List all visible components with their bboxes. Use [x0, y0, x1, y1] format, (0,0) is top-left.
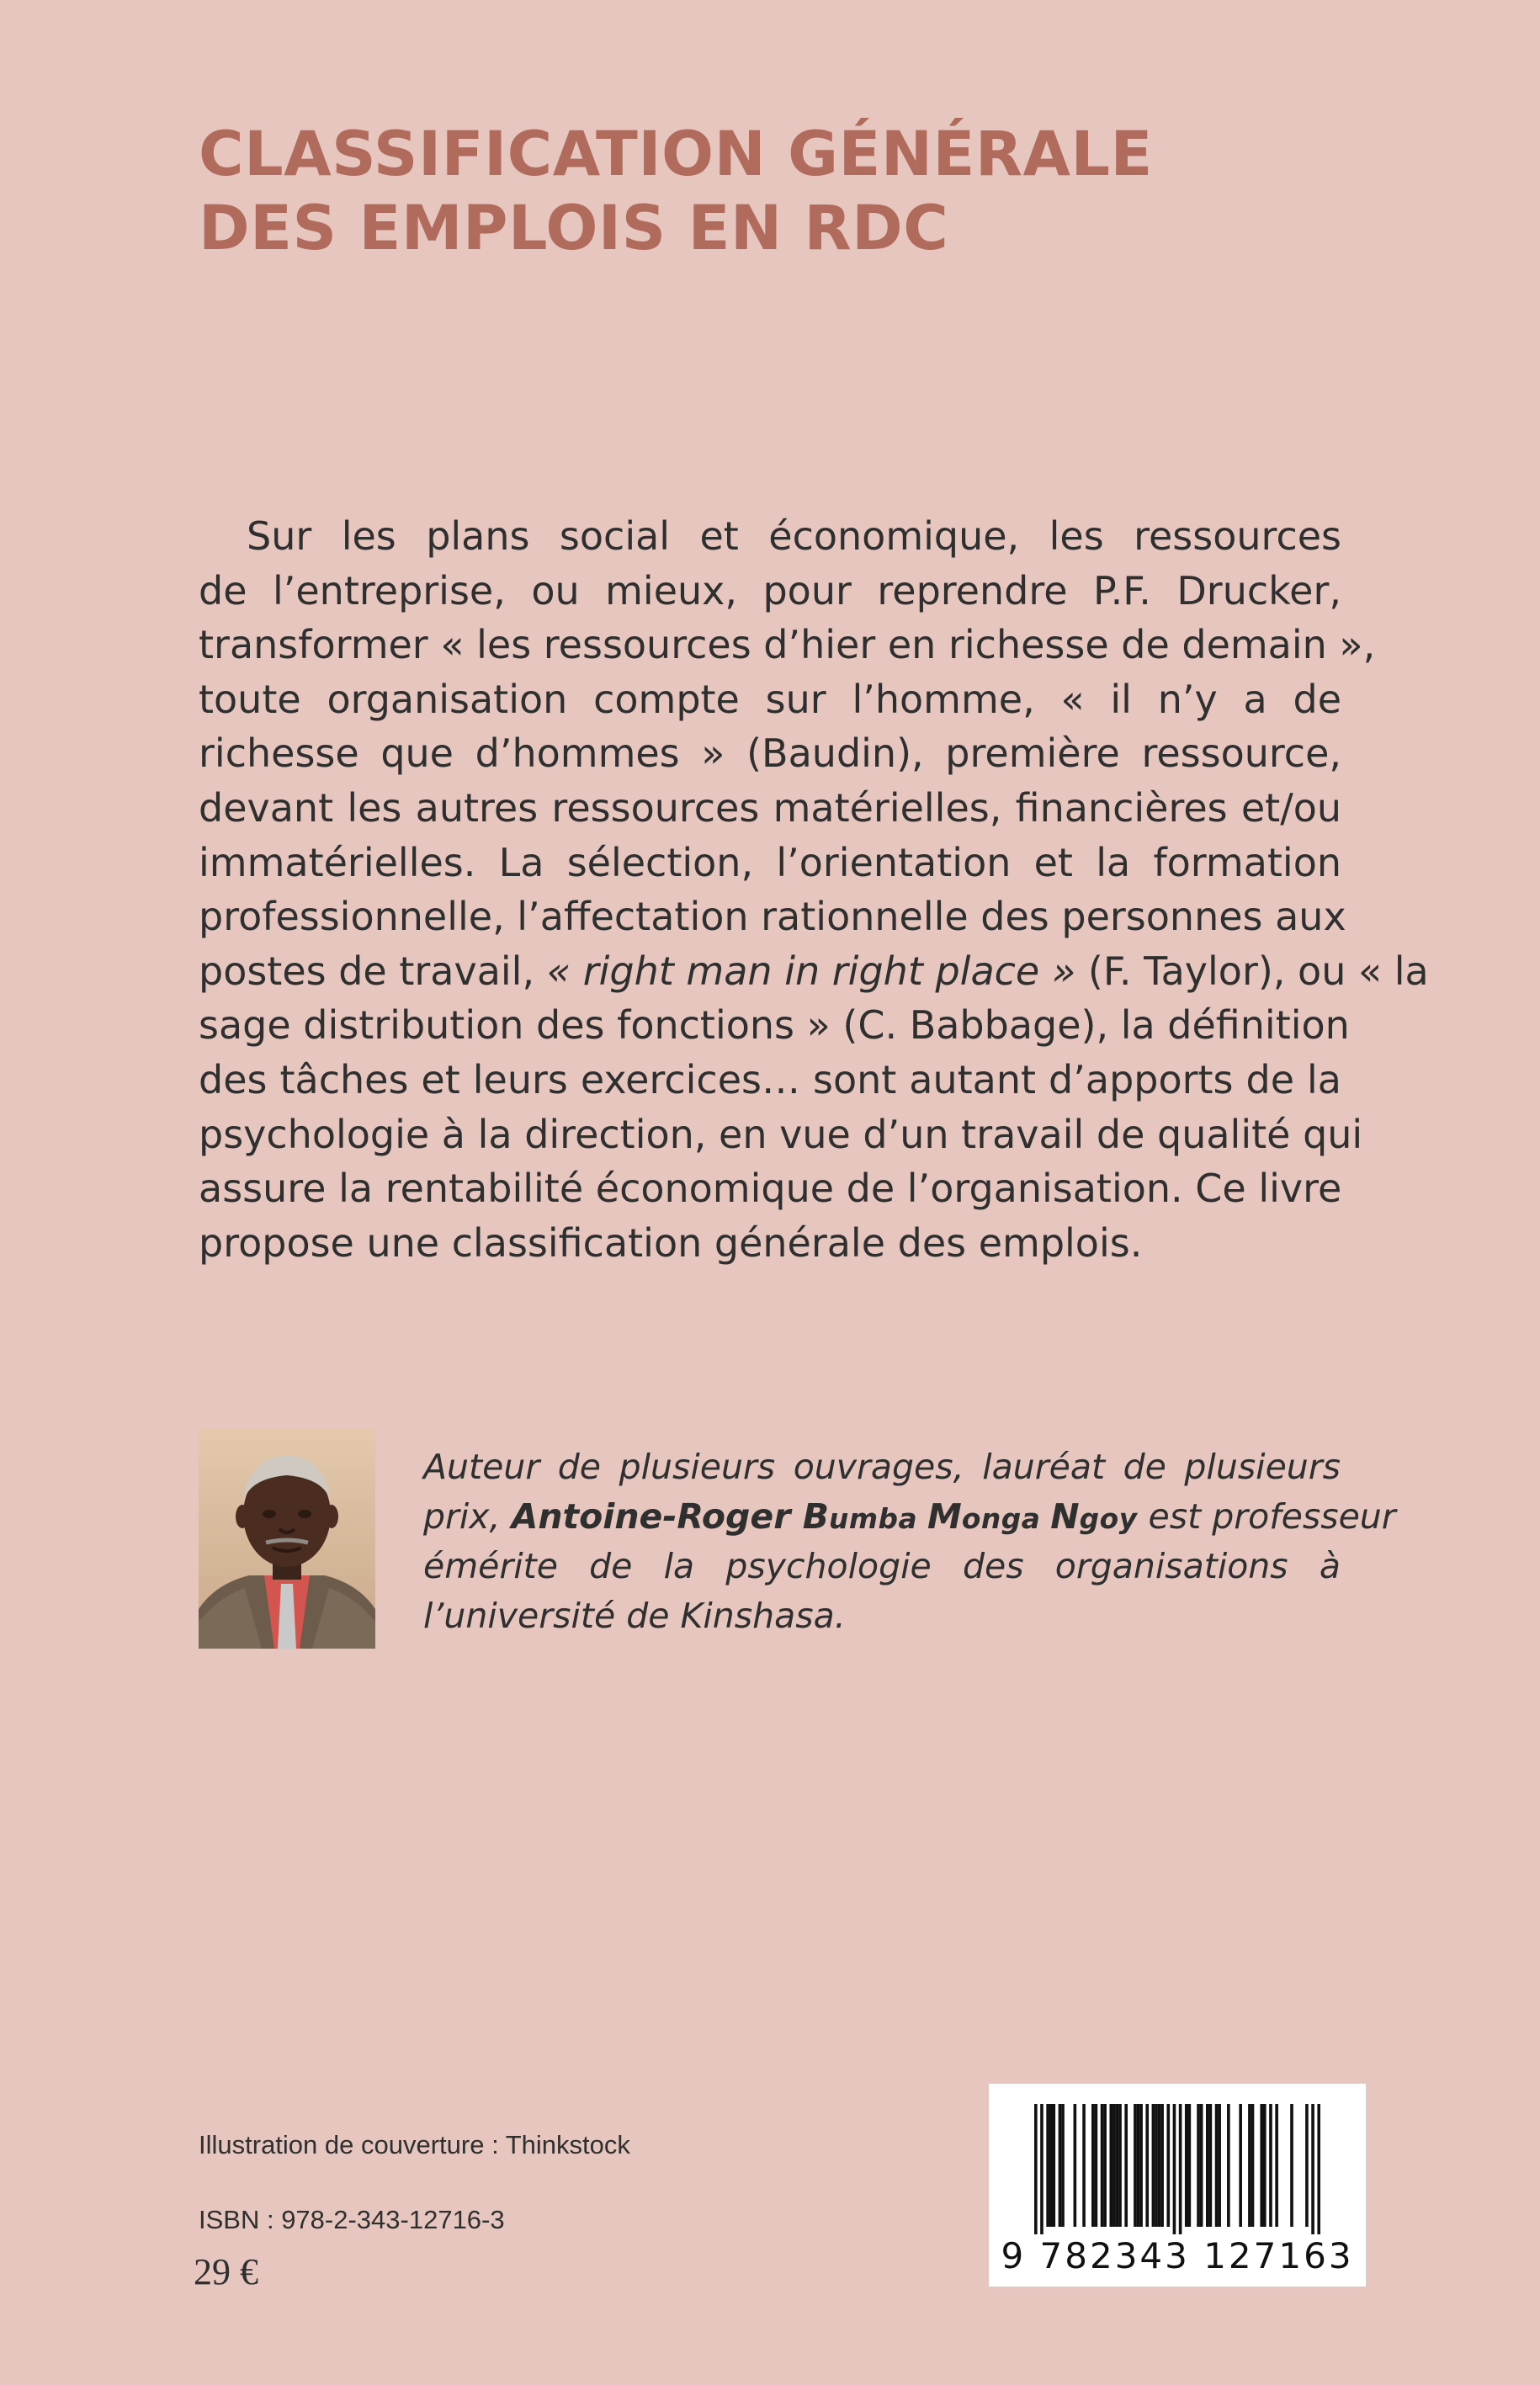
barcode-bar — [1095, 2104, 1098, 2227]
summary-text: postes de travail, — [199, 948, 547, 994]
author-first-name: Antoine-Roger — [511, 1496, 803, 1537]
author-name-part: onga — [961, 1503, 1051, 1535]
barcode-bar — [1134, 2104, 1137, 2227]
barcode-bar — [1248, 2104, 1251, 2227]
bio-text: est professeur — [1137, 1496, 1396, 1537]
barcode-bar — [1173, 2104, 1176, 2234]
barcode-bar — [1275, 2104, 1278, 2227]
author-name-part: goy — [1079, 1503, 1138, 1535]
barcode-bar — [1118, 2104, 1122, 2227]
barcode-bar — [1103, 2104, 1107, 2227]
barcode-bar — [1082, 2104, 1086, 2227]
summary-line: de l’entreprise, ou mieux, pour reprendre P.F. Drucker, — [199, 567, 1341, 614]
summary-line: sage distribution des fonctions » (C. Babbage), la définition — [199, 1002, 1350, 1049]
barcode-bar — [1034, 2104, 1038, 2234]
barcode-bar — [1113, 2104, 1116, 2227]
barcode-bar — [1269, 2104, 1272, 2227]
summary-line: devant les autres ressources matérielles, financières et/ou — [199, 784, 1341, 831]
barcode-bar — [1218, 2104, 1221, 2227]
barcode-bar — [1179, 2104, 1182, 2234]
barcode-bar — [1061, 2104, 1065, 2227]
barcode-bar — [1101, 2104, 1104, 2227]
barcode-bar — [1124, 2104, 1128, 2227]
bio-text: prix, — [423, 1496, 512, 1537]
summary-line: Sur les plans social et économique, les ressources — [247, 513, 1341, 559]
book-title-line-2: DES EMPLOIS EN RDC — [199, 193, 949, 264]
summary-line: toute organisation compte sur l’homme, « il n’y a de — [199, 676, 1341, 722]
barcode-bar — [1251, 2104, 1255, 2227]
summary-text: (F. Taylor), ou « la — [1075, 948, 1429, 994]
barcode-bar — [1290, 2104, 1293, 2227]
barcode-bar — [1188, 2104, 1192, 2227]
barcode-bar — [1160, 2104, 1164, 2227]
barcode-bar — [1145, 2104, 1149, 2227]
barcode-bar — [1040, 2104, 1043, 2234]
isbn: ISBN : 978-2-343-12716-3 — [199, 2205, 505, 2234]
barcode-bar — [1311, 2104, 1314, 2234]
barcode-bar — [1158, 2104, 1161, 2227]
author-bio — [423, 1442, 1396, 1641]
author-name-part: umba — [828, 1503, 928, 1535]
illustration-credit: Illustration de couverture : Thinkstock — [199, 2130, 630, 2159]
author-photo — [199, 1428, 375, 1649]
book-title-line-1: CLASSIFICATION GÉNÉRALE — [199, 119, 1153, 190]
barcode-bar — [1091, 2104, 1095, 2227]
barcode-bar — [1116, 2104, 1119, 2227]
barcode-bar — [1137, 2104, 1140, 2227]
barcode-bar — [1305, 2104, 1309, 2227]
summary-line-quote — [199, 944, 1429, 999]
summary-line: immatérielles. La sélection, l’orientation et la formation — [199, 839, 1341, 885]
barcode-bars — [1034, 2104, 1320, 2234]
author-name-initial: M — [927, 1496, 962, 1537]
barcode-bar — [1052, 2104, 1055, 2227]
barcode-bar — [1059, 2104, 1062, 2227]
barcode-bar — [1227, 2104, 1230, 2227]
summary-line: psychologie à la direction, en vue d’un travail de qualité qui — [199, 1111, 1363, 1157]
bio-line: émérite de la psychologie des organisations à — [423, 1546, 1341, 1586]
summary-line: transformer « les ressources d’hier en richesse de demain », — [199, 622, 1376, 668]
author-name — [512, 1496, 1138, 1537]
barcode-bar — [1197, 2104, 1200, 2227]
barcode-bar — [1152, 2104, 1155, 2227]
summary-line: richesse que d’hommes » (Baudin), première ressource, — [199, 730, 1341, 777]
author-name-initial: B — [802, 1496, 829, 1537]
barcode-bar — [1139, 2104, 1143, 2227]
book-summary — [199, 509, 1429, 1270]
summary-line: assure la rentabilité économique de l’organisation. Ce livre — [199, 1166, 1342, 1212]
author-name-initial: N — [1050, 1496, 1080, 1537]
barcode-bar — [1155, 2104, 1158, 2227]
summary-line: propose une classification générale des emplois. — [199, 1219, 1143, 1266]
price: 29 € — [194, 2251, 258, 2292]
summary-line: professionnelle, l’affectation rationnelle des personnes aux — [199, 894, 1346, 940]
summary-line: des tâches et leurs exercices… sont autant d’apports de la — [199, 1056, 1341, 1102]
bio-line: Auteur de plusieurs ouvrages, lauréat de plusieurs — [423, 1447, 1341, 1487]
barcode-bar — [1185, 2104, 1188, 2227]
barcode-bar — [1049, 2104, 1053, 2227]
barcode-bar — [1260, 2104, 1263, 2227]
barcode-bar — [1046, 2104, 1049, 2227]
barcode-bar — [1263, 2104, 1267, 2227]
barcode-bar — [1209, 2104, 1213, 2227]
bio-line-with-name — [423, 1492, 1396, 1542]
book-title — [199, 118, 1377, 266]
barcode-digits: 9 782343 127163 — [1001, 2235, 1354, 2276]
barcode-bar — [1215, 2104, 1219, 2227]
barcode-bar — [1200, 2104, 1203, 2227]
bio-line: l’université de Kinshasa. — [423, 1596, 846, 1636]
barcode-bar — [1317, 2104, 1320, 2234]
barcode-bar — [1166, 2104, 1170, 2227]
barcode — [989, 2084, 1366, 2287]
quote-taylor: « right man in right place » — [546, 948, 1076, 994]
barcode-bar — [1109, 2104, 1113, 2227]
barcode-bar — [1206, 2104, 1209, 2227]
barcode-bar — [1239, 2104, 1242, 2227]
barcode-bar — [1074, 2104, 1077, 2227]
